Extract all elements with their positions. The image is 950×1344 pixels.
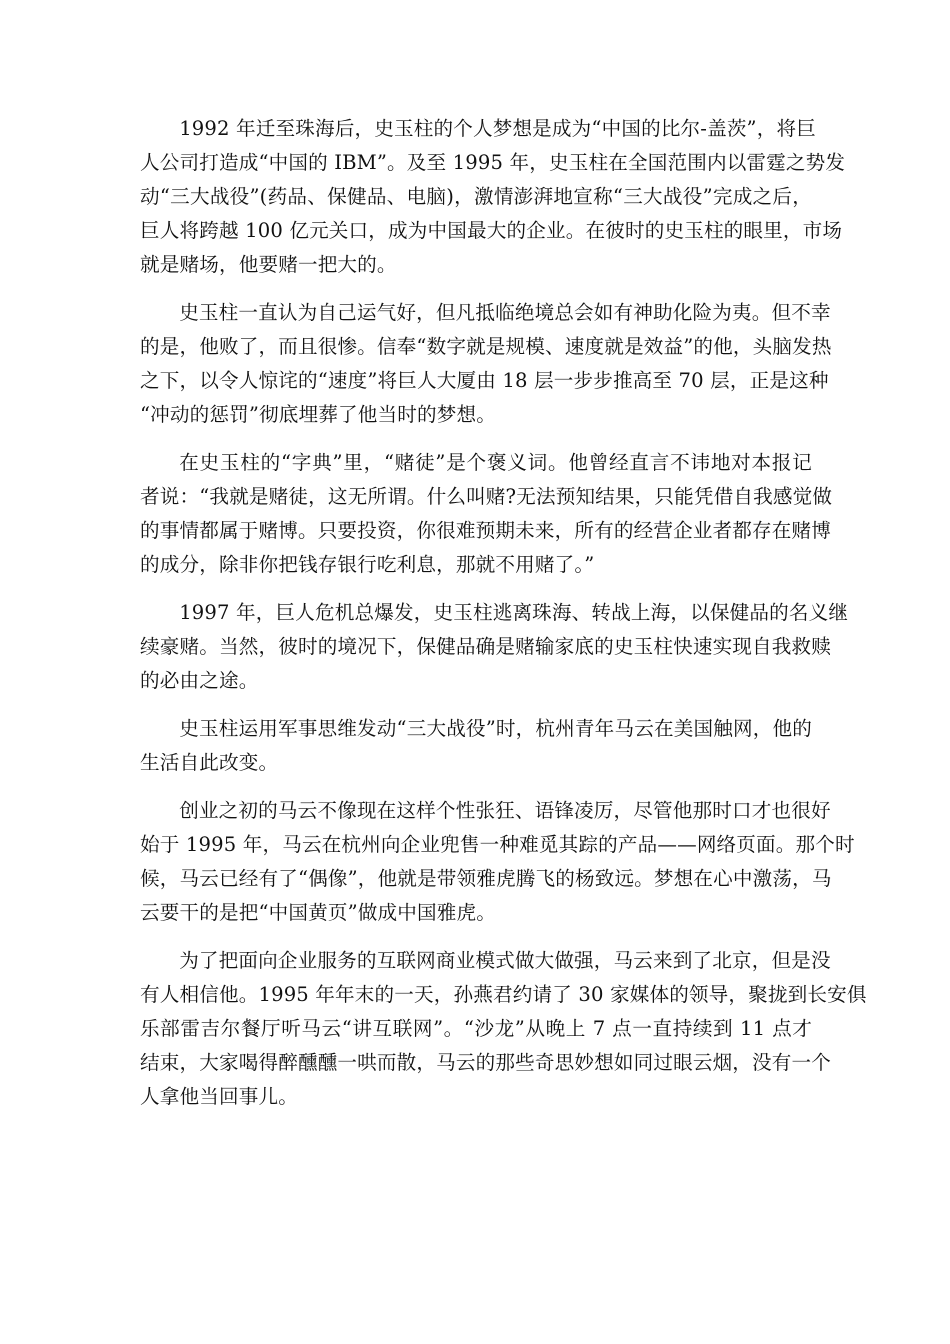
paragraph-line: 有人相信他。1995 年年末的一天，孙燕君约请了 30 家媒体的领导，聚拢到长安俱 [140,983,867,1006]
paragraph-line: 的是，他败了，而且很惨。信奉“数字就是规模、速度就是效益”的他，头脑发热 [140,335,832,358]
document-page [140,112,867,1128]
paragraph-line: 动“三大战役”(药品、保健品、电脑)，激情澎湃地宣称“三大战役”完成之后， [140,185,812,208]
paragraph-line: 的事情都属于赌博。只要投资，你很难预期未来，所有的经营企业者都存在赌博 [140,519,832,542]
paragraph-line: 史玉柱一直认为自己运气好，但凡抵临绝境总会如有神助化险为夷。但不幸 [179,301,831,324]
paragraph-line: 史玉柱运用军事思维发动“三大战役”时，杭州青年马云在美国触网，他的 [179,717,812,740]
body-paragraph [140,296,832,432]
paragraph-line: 在史玉柱的“字典”里，“赌徒”是个褒义词。他曾经直言不讳地对本报记 [179,451,812,474]
paragraph-line: 的必由之途。 [140,669,259,692]
paragraph-line: 创业之初的马云不像现在这样个性张狂、语锋凌厉，尽管他那时口才也很好 [179,799,831,822]
paragraph-line: 1992 年迁至珠海后，史玉柱的个人梦想是成为“中国的比尔-盖茨”，将巨 [179,117,816,140]
paragraph-line: 云要干的是把“中国黄页”做成中国雅虎。 [140,901,496,924]
paragraph-line: 候，马云已经有了“偶像”，他就是带领雅虎腾飞的杨致远。梦想在心中激荡，马 [140,867,832,890]
body-paragraph [140,712,812,780]
body-paragraph [140,112,846,282]
paragraph-line: 者说：“我就是赌徒，这无所谓。什么叫赌?无法预知结果，只能凭借自我感觉做 [140,485,833,508]
paragraph-line: 的成分，除非你把钱存银行吃利息，那就不用赌了。” [140,553,595,576]
paragraph-line: 始于 1995 年，马云在杭州向企业兜售一种难觅其踪的产品——网络页面。那个时 [140,833,855,856]
paragraph-line: 结束，大家喝得醉醺醺一哄而散，马云的那些奇思妙想如同过眼云烟，没有一个 [140,1051,832,1074]
paragraph-line: “冲动的惩罚”彻底埋葬了他当时的梦想。 [140,403,496,426]
body-paragraph [140,794,855,930]
paragraph-line: 就是赌场，他要赌一把大的。 [140,253,397,276]
body-paragraph [140,944,867,1114]
body-paragraph [140,446,833,582]
paragraph-line: 之下，以令人惊诧的“速度”将巨人大厦由 18 层一步步推高至 70 层，正是这种 [140,369,829,392]
paragraph-line: 巨人将跨越 100 亿元关口，成为中国最大的企业。在彼时的史玉柱的眼里，市场 [140,219,843,242]
paragraph-line: 续豪赌。当然，彼时的境况下，保健品确是赌输家底的史玉柱快速实现自我救赎 [140,635,832,658]
body-paragraph [140,596,849,698]
paragraph-line: 人公司打造成“中国的 IBM”。及至 1995 年，史玉柱在全国范围内以雷霆之势发 [140,151,846,174]
paragraph-line: 生活自此改变。 [140,751,279,774]
paragraph-line: 乐部雷吉尔餐厅听马云“讲互联网”。“沙龙”从晚上 7 点一直持续到 11 点才 [140,1017,812,1040]
paragraph-line: 为了把面向企业服务的互联网商业模式做大做强，马云来到了北京，但是没 [179,949,831,972]
paragraph-line: 1997 年，巨人危机总爆发，史玉柱逃离珠海、转战上海，以保健品的名义继 [179,601,849,624]
paragraph-line: 人拿他当回事儿。 [140,1085,298,1108]
